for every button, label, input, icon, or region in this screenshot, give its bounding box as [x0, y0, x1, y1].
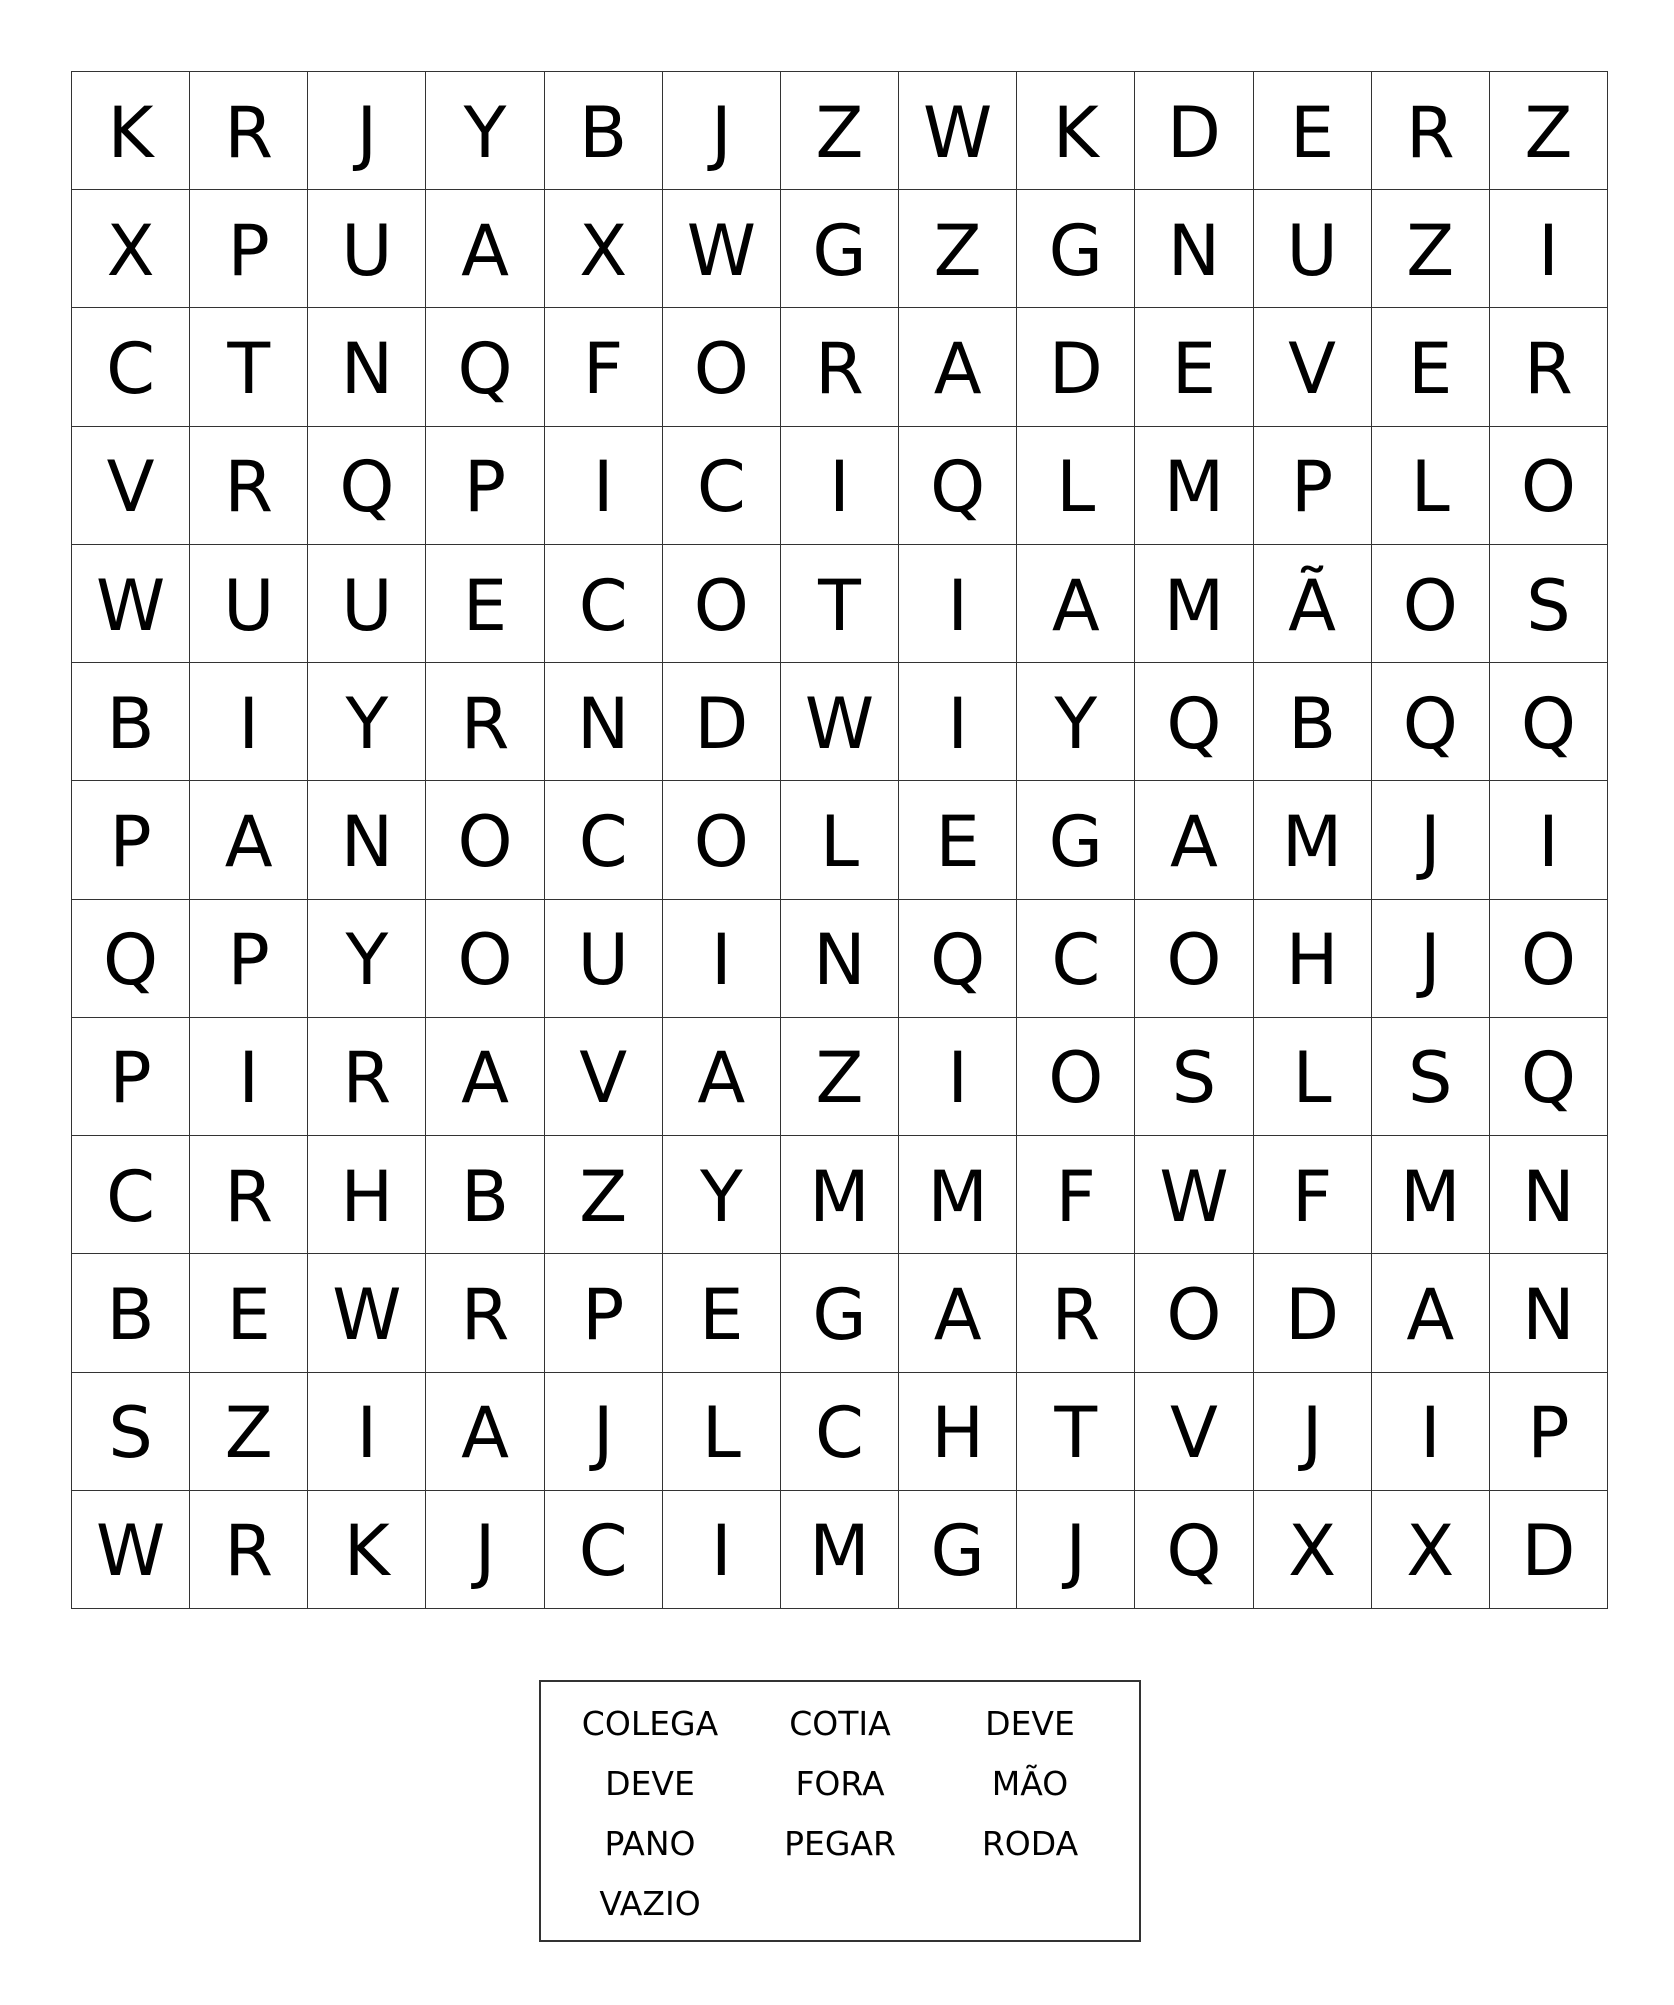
- grid-cell[interactable]: D: [1017, 308, 1135, 426]
- grid-cell[interactable]: C: [72, 308, 190, 426]
- grid-cell[interactable]: S: [1135, 1018, 1253, 1136]
- grid-cell[interactable]: Y: [663, 1136, 781, 1254]
- grid-cell[interactable]: Ã: [1254, 545, 1372, 663]
- grid-cell[interactable]: Q: [1135, 1491, 1253, 1609]
- grid-cell[interactable]: J: [426, 1491, 544, 1609]
- grid-cell[interactable]: X: [72, 190, 190, 308]
- grid-cell[interactable]: T: [190, 308, 308, 426]
- grid-cell[interactable]: D: [1254, 1254, 1372, 1372]
- grid-cell[interactable]: I: [190, 1018, 308, 1136]
- grid-cell[interactable]: O: [1490, 900, 1608, 1018]
- word-list-item: COTIA: [789, 1704, 891, 1743]
- grid-cell[interactable]: A: [663, 1018, 781, 1136]
- grid-cell[interactable]: M: [899, 1136, 1017, 1254]
- grid-cell[interactable]: R: [190, 1136, 308, 1254]
- grid-cell[interactable]: R: [426, 663, 544, 781]
- grid-cell[interactable]: W: [663, 190, 781, 308]
- grid-cell[interactable]: B: [72, 663, 190, 781]
- grid-cell[interactable]: O: [426, 900, 544, 1018]
- grid-cell[interactable]: E: [1372, 308, 1490, 426]
- grid-cell[interactable]: W: [1135, 1136, 1253, 1254]
- grid-cell[interactable]: R: [426, 1254, 544, 1372]
- grid-cell[interactable]: K: [308, 1491, 426, 1609]
- grid-cell[interactable]: Z: [545, 1136, 663, 1254]
- grid-cell[interactable]: E: [1135, 308, 1253, 426]
- grid-cell[interactable]: G: [899, 1491, 1017, 1609]
- grid-cell[interactable]: O: [663, 545, 781, 663]
- grid-cell[interactable]: R: [190, 1491, 308, 1609]
- grid-cell[interactable]: I: [545, 427, 663, 545]
- grid-cell[interactable]: I: [190, 663, 308, 781]
- grid-cell[interactable]: Q: [426, 308, 544, 426]
- grid-cell[interactable]: X: [545, 190, 663, 308]
- word-list-item: VAZIO: [599, 1884, 701, 1923]
- grid-cell[interactable]: I: [899, 663, 1017, 781]
- grid-cell[interactable]: P: [190, 190, 308, 308]
- letter-grid: [71, 71, 1608, 1609]
- grid-cell[interactable]: A: [899, 1254, 1017, 1372]
- grid-cell[interactable]: A: [426, 190, 544, 308]
- grid-cell[interactable]: Y: [1017, 663, 1135, 781]
- grid-cell[interactable]: F: [545, 308, 663, 426]
- grid-cell[interactable]: I: [663, 1491, 781, 1609]
- grid-cell[interactable]: A: [190, 781, 308, 899]
- grid-cell[interactable]: I: [1490, 781, 1608, 899]
- grid-cell[interactable]: Z: [899, 190, 1017, 308]
- grid-cell[interactable]: P: [545, 1254, 663, 1372]
- grid-cell[interactable]: T: [781, 545, 899, 663]
- word-list-item: PEGAR: [784, 1824, 896, 1863]
- grid-cell[interactable]: H: [1254, 900, 1372, 1018]
- grid-cell[interactable]: A: [426, 1373, 544, 1491]
- grid-cell[interactable]: V: [1254, 308, 1372, 426]
- word-list-item: DEVE: [985, 1704, 1075, 1743]
- grid-cell[interactable]: C: [545, 545, 663, 663]
- grid-cell[interactable]: L: [1017, 427, 1135, 545]
- grid-cell[interactable]: U: [545, 900, 663, 1018]
- word-list: [539, 1680, 1141, 1942]
- grid-cell[interactable]: M: [781, 1136, 899, 1254]
- grid-cell[interactable]: Z: [1372, 190, 1490, 308]
- grid-cell[interactable]: R: [1372, 72, 1490, 190]
- grid-cell[interactable]: N: [545, 663, 663, 781]
- grid-cell[interactable]: A: [426, 1018, 544, 1136]
- grid-cell[interactable]: K: [1017, 72, 1135, 190]
- grid-cell[interactable]: A: [1372, 1254, 1490, 1372]
- grid-cell[interactable]: E: [1254, 72, 1372, 190]
- grid-cell[interactable]: Q: [1372, 663, 1490, 781]
- grid-cell[interactable]: B: [545, 72, 663, 190]
- grid-cell[interactable]: O: [663, 781, 781, 899]
- grid-cell[interactable]: P: [72, 1018, 190, 1136]
- grid-cell[interactable]: E: [426, 545, 544, 663]
- grid-cell[interactable]: M: [781, 1491, 899, 1609]
- grid-cell[interactable]: F: [1017, 1136, 1135, 1254]
- grid-cell[interactable]: M: [1135, 427, 1253, 545]
- grid-cell[interactable]: C: [545, 1491, 663, 1609]
- grid-cell[interactable]: N: [1490, 1136, 1608, 1254]
- grid-cell[interactable]: V: [545, 1018, 663, 1136]
- grid-cell[interactable]: Q: [1490, 663, 1608, 781]
- word-list-item: FORA: [795, 1764, 885, 1803]
- grid-cell[interactable]: Z: [781, 1018, 899, 1136]
- grid-cell[interactable]: U: [190, 545, 308, 663]
- grid-cell[interactable]: U: [308, 190, 426, 308]
- grid-cell[interactable]: O: [1490, 427, 1608, 545]
- grid-cell[interactable]: N: [1135, 190, 1253, 308]
- grid-cell[interactable]: W: [781, 663, 899, 781]
- grid-cell[interactable]: I: [308, 1373, 426, 1491]
- grid-cell[interactable]: S: [72, 1373, 190, 1491]
- grid-cell[interactable]: G: [781, 190, 899, 308]
- grid-cell[interactable]: U: [1254, 190, 1372, 308]
- grid-cell[interactable]: B: [426, 1136, 544, 1254]
- grid-cell[interactable]: J: [1017, 1491, 1135, 1609]
- grid-cell[interactable]: D: [1135, 72, 1253, 190]
- grid-cell[interactable]: M: [1254, 781, 1372, 899]
- grid-cell[interactable]: T: [1017, 1373, 1135, 1491]
- grid-cell[interactable]: R: [190, 427, 308, 545]
- grid-cell[interactable]: D: [1490, 1491, 1608, 1609]
- grid-cell[interactable]: Q: [899, 427, 1017, 545]
- grid-cell[interactable]: R: [308, 1018, 426, 1136]
- grid-cell[interactable]: S: [1372, 1018, 1490, 1136]
- grid-cell[interactable]: Q: [1490, 1018, 1608, 1136]
- grid-cell[interactable]: F: [1254, 1136, 1372, 1254]
- grid-cell[interactable]: Y: [308, 663, 426, 781]
- grid-cell[interactable]: I: [899, 545, 1017, 663]
- grid-cell[interactable]: B: [1254, 663, 1372, 781]
- grid-cell[interactable]: P: [1490, 1373, 1608, 1491]
- grid-cell[interactable]: P: [1254, 427, 1372, 545]
- grid-cell[interactable]: O: [663, 308, 781, 426]
- grid-cell[interactable]: L: [1372, 427, 1490, 545]
- grid-cell[interactable]: O: [1135, 1254, 1253, 1372]
- grid-cell[interactable]: Z: [781, 72, 899, 190]
- grid-cell[interactable]: R: [190, 72, 308, 190]
- grid-cell[interactable]: Q: [1135, 663, 1253, 781]
- grid-cell[interactable]: B: [72, 1254, 190, 1372]
- grid-cell[interactable]: I: [1372, 1373, 1490, 1491]
- word-list-item: RODA: [981, 1824, 1079, 1863]
- grid-cell[interactable]: N: [308, 781, 426, 899]
- grid-cell[interactable]: I: [899, 1018, 1017, 1136]
- grid-cell[interactable]: P: [72, 781, 190, 899]
- grid-cell[interactable]: Q: [308, 427, 426, 545]
- grid-cell[interactable]: J: [663, 72, 781, 190]
- grid-cell[interactable]: E: [190, 1254, 308, 1372]
- grid-cell[interactable]: W: [899, 72, 1017, 190]
- grid-cell[interactable]: V: [72, 427, 190, 545]
- grid-cell[interactable]: G: [781, 1254, 899, 1372]
- grid-cell[interactable]: I: [663, 900, 781, 1018]
- grid-cell[interactable]: W: [72, 1491, 190, 1609]
- grid-cell[interactable]: E: [899, 781, 1017, 899]
- word-list-item: DEVE: [605, 1764, 695, 1803]
- grid-cell[interactable]: I: [781, 427, 899, 545]
- grid-cell[interactable]: L: [663, 1373, 781, 1491]
- grid-cell[interactable]: W: [308, 1254, 426, 1372]
- grid-cell[interactable]: X: [1254, 1491, 1372, 1609]
- grid-cell[interactable]: O: [1135, 900, 1253, 1018]
- word-list-item: COLEGA: [581, 1704, 719, 1743]
- grid-cell[interactable]: Y: [308, 900, 426, 1018]
- grid-cell[interactable]: X: [1372, 1491, 1490, 1609]
- grid-cell[interactable]: C: [1017, 900, 1135, 1018]
- grid-cell[interactable]: L: [1254, 1018, 1372, 1136]
- grid-cell[interactable]: R: [1490, 308, 1608, 426]
- grid-cell[interactable]: Q: [899, 900, 1017, 1018]
- grid-cell[interactable]: A: [1135, 781, 1253, 899]
- word-list-item: PANO: [604, 1824, 696, 1863]
- grid-cell[interactable]: N: [308, 308, 426, 426]
- grid-cell[interactable]: N: [781, 900, 899, 1018]
- grid-cell[interactable]: J: [545, 1373, 663, 1491]
- grid-cell[interactable]: N: [1490, 1254, 1608, 1372]
- grid-cell[interactable]: Y: [426, 72, 544, 190]
- grid-cell[interactable]: J: [308, 72, 426, 190]
- grid-cell[interactable]: Z: [1490, 72, 1608, 190]
- grid-cell[interactable]: C: [545, 781, 663, 899]
- grid-cell[interactable]: C: [781, 1373, 899, 1491]
- grid-cell[interactable]: C: [72, 1136, 190, 1254]
- grid-cell[interactable]: D: [663, 663, 781, 781]
- grid-cell[interactable]: J: [1372, 781, 1490, 899]
- grid-cell[interactable]: M: [1372, 1136, 1490, 1254]
- grid-cell[interactable]: U: [308, 545, 426, 663]
- grid-cell[interactable]: W: [72, 545, 190, 663]
- grid-cell[interactable]: H: [899, 1373, 1017, 1491]
- grid-cell[interactable]: G: [1017, 781, 1135, 899]
- grid-cell[interactable]: Q: [72, 900, 190, 1018]
- grid-cell[interactable]: L: [781, 781, 899, 899]
- grid-cell[interactable]: J: [1254, 1373, 1372, 1491]
- grid-cell[interactable]: J: [1372, 900, 1490, 1018]
- grid-cell[interactable]: K: [72, 72, 190, 190]
- grid-cell[interactable]: E: [663, 1254, 781, 1372]
- grid-cell[interactable]: A: [1017, 545, 1135, 663]
- grid-cell[interactable]: R: [1017, 1254, 1135, 1372]
- grid-cell[interactable]: I: [1490, 190, 1608, 308]
- grid-cell[interactable]: S: [1490, 545, 1608, 663]
- grid-cell[interactable]: H: [308, 1136, 426, 1254]
- grid-cell[interactable]: P: [190, 900, 308, 1018]
- grid-cell[interactable]: O: [1372, 545, 1490, 663]
- grid-cell[interactable]: G: [1017, 190, 1135, 308]
- grid-cell[interactable]: O: [1017, 1018, 1135, 1136]
- word-list-item: MÃO: [991, 1764, 1069, 1803]
- grid-cell[interactable]: P: [426, 427, 544, 545]
- grid-cell[interactable]: C: [663, 427, 781, 545]
- grid-cell[interactable]: Z: [190, 1373, 308, 1491]
- grid-cell[interactable]: M: [1135, 545, 1253, 663]
- grid-cell[interactable]: V: [1135, 1373, 1253, 1491]
- grid-cell[interactable]: O: [426, 781, 544, 899]
- grid-cell[interactable]: R: [781, 308, 899, 426]
- grid-cell[interactable]: A: [899, 308, 1017, 426]
